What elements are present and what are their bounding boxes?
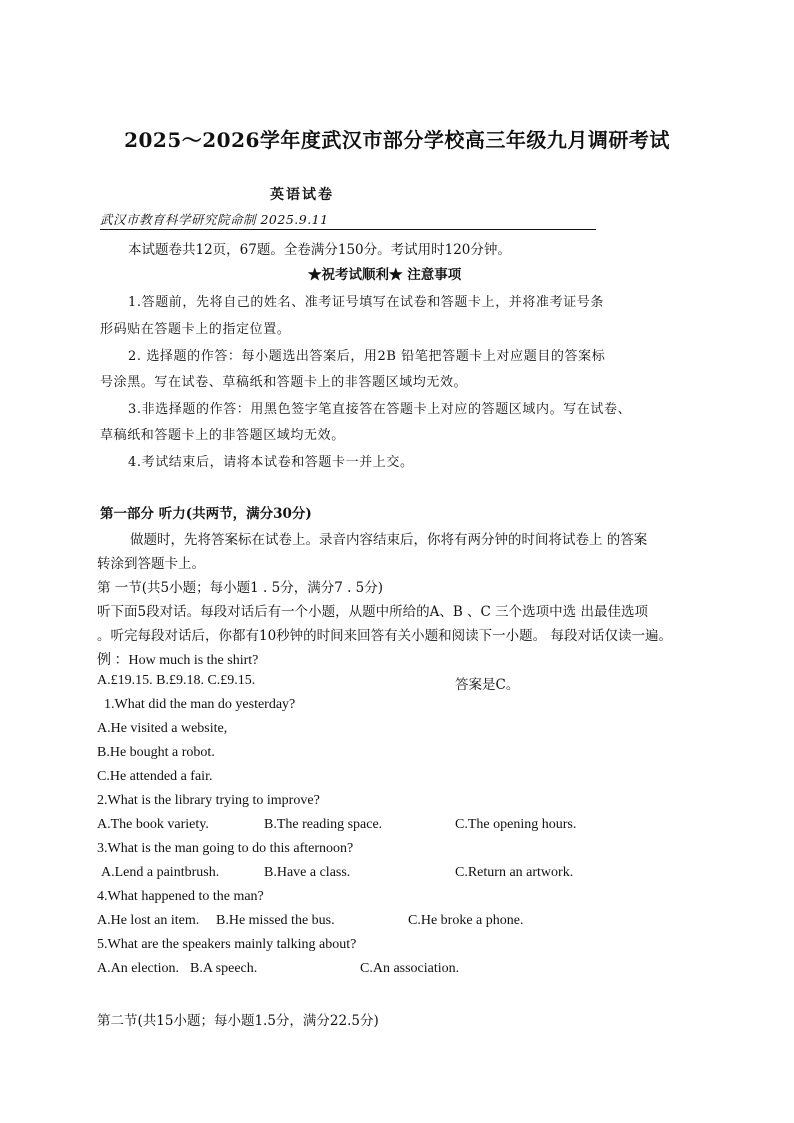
subject-title: 英语试卷 [270,187,334,203]
example-options: A.£19.15. B.£9.18. C.£9.15. [97,673,256,688]
option-b: B.A speech. [190,961,258,976]
option-a: A.He visited a website, [97,721,228,736]
option-c: C.He attended a fair. [97,769,213,784]
part1-instruction: 做题时，先将答案标在试卷上。录音内容结束后，你将有两分钟的时间将试卷上 的答案 [130,532,648,548]
note-line: 1.答题前，先将自己的姓名、准考证号填写在试卷和答题卡上，并将准考证号条 [128,295,605,310]
note-line: 2. 选择题的作答：每小题选出答案后，用2B 铅笔把答题卡上对应题目的答案标 [128,349,606,364]
example-question: 例 ：How much is the shirt? [97,653,259,668]
section1-heading: 第 一节(共5小题；每小题1 . 5分，满分7 . 5分) [97,580,384,596]
option-a: A.An election. [97,961,180,976]
question-text: 2.What is the library trying to improve? [97,793,320,808]
issuer-line: 武汉市教育科学研究院命制 2025.9.11 [100,210,596,230]
question-text: 3.What is the man going to do this afternoon? [97,841,354,856]
option-a: A.The book variety. [97,817,209,832]
option-a: A.He lost an item. [97,913,200,928]
option-b: B.He missed the bus. [216,913,335,928]
part1-instruction: 转涂到答题卡上。 [97,556,205,572]
question-text: 5.What are the speakers mainly talking about? [97,937,357,952]
exam-wish-heading: ★祝考试顺利★ 注意事项 [308,267,462,283]
exam-info: 本试题卷共12页，67题。全卷满分150分。考试用时120分钟。 [128,242,511,258]
section1-directions: 。听完每段对话后，你都有10秒钟的时间来回答有关小题和阅读下一小题。 每段对话仅读一遍。 [97,628,672,644]
section1-directions: 听下面5段对话。每段对话后有一个小题，从题中所给的A、B 、C 三个选项中选 出最佳选项 [97,604,648,620]
option-b: B.He bought a robot. [97,745,215,760]
option-c: C.An association. [360,961,460,976]
note-line: 草稿纸和答题卡上的非答题区域均无效。 [100,428,345,443]
option-c: C.Return an artwork. [455,865,574,880]
option-b: B.Have a class. [264,865,351,880]
note-line: 形码贴在答题卡上的指定位置。 [100,322,291,337]
option-b: B.The reading space. [264,817,383,832]
note-line: 4.考试结束后，请将本试卷和答题卡一并上交。 [128,455,414,470]
option-a: A.Lend a paintbrush. [101,865,220,880]
question-text: 4.What happened to the man? [97,889,264,904]
option-c: C.The opening hours. [455,817,577,832]
section2-heading: 第二节(共15小题；每小题1.5分，满分22.5分) [97,1013,379,1029]
option-c: C.He broke a phone. [408,913,524,928]
question-text: 1.What did the man do yesterday? [104,697,296,712]
note-line: 3.非选择题的作答：用黑色签字笔直接答在答题卡上对应的答题区域内。写在试卷、 [128,402,632,417]
part1-heading: 第一部分 听力(共两节，满分30分) [100,506,312,522]
example-answer: 答案是C。 [455,677,520,693]
note-line: 号涂黑。写在试卷、草稿纸和答题卡上的非答题区域均无效。 [100,375,468,390]
page-title: 2025～2026学年度武汉市部分学校高三年级九月调研考试 [124,128,670,152]
